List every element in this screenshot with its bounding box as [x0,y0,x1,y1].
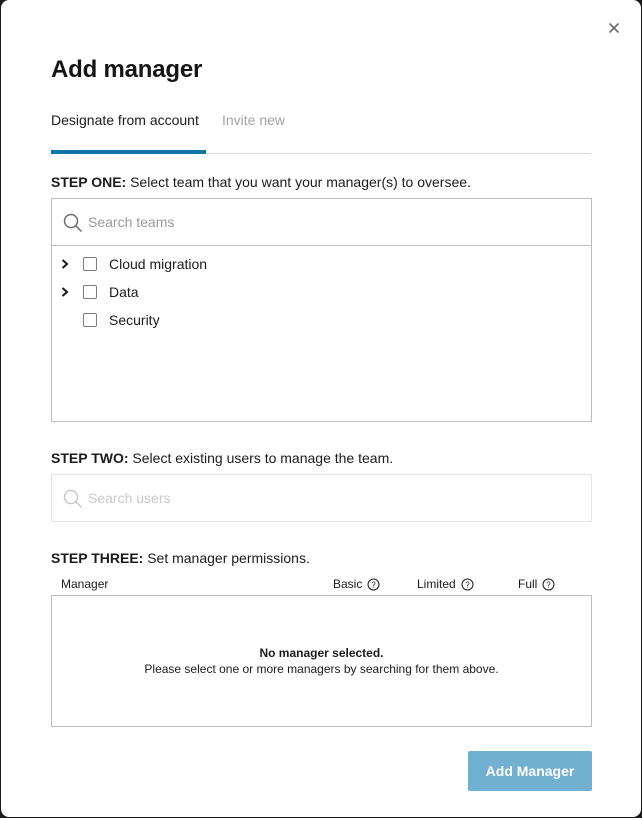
step-one-prefix: STEP ONE: [51,174,127,190]
close-icon [606,20,622,36]
close-button[interactable] [606,20,622,36]
team-item-cloud-migration [52,250,591,278]
team-label: Cloud migration [109,256,208,272]
add-manager-dialog [1,0,641,817]
checkbox[interactable] [83,285,97,299]
step-two-text: Select existing users to manage the team. [128,450,394,466]
column-label: Full [518,577,538,591]
column-label: Manager [61,577,109,591]
team-item-data [52,278,591,306]
svg-text:?: ? [464,579,470,589]
search-teams-input[interactable] [88,199,578,245]
step-two-prefix: STEP TWO: [51,450,129,466]
chevron-right-icon[interactable] [60,286,70,298]
search-icon [63,213,83,233]
team-label: Security [109,312,160,328]
team-item-security [52,306,591,334]
team-search [52,199,591,246]
checkbox[interactable] [83,313,97,327]
search-icon [63,489,83,509]
step-three-label [51,550,310,566]
help-icon[interactable] [461,578,474,591]
column-header-manager [61,577,108,591]
column-header-basic [333,577,380,591]
manager-permissions-table [51,595,592,727]
add-manager-button[interactable]: Add Manager [468,751,592,791]
tab-invite-new[interactable]: Invite new [222,112,286,128]
tab-designate-from-account[interactable]: Designate from account [51,112,206,153]
empty-state-description: Please select one or more managers by searching for them above. [144,662,499,676]
checkbox[interactable] [83,257,97,271]
chevron-right-icon[interactable] [60,258,70,270]
step-one-label [51,174,471,190]
svg-text:?: ? [371,579,377,589]
team-label: Data [109,284,139,300]
step-three-prefix: STEP THREE: [51,550,144,566]
step-three-text: Set manager permissions. [143,550,310,566]
dialog-title: Add manager [51,56,203,83]
help-icon[interactable] [367,578,380,591]
column-header-limited [417,577,474,591]
tab-bar [51,110,591,154]
search-users-input[interactable] [88,475,578,521]
column-label: Basic [333,577,363,591]
user-search [51,474,592,522]
column-header-full [518,577,555,591]
help-icon[interactable] [542,578,555,591]
step-two-label [51,450,393,466]
column-label: Limited [417,577,456,591]
svg-text:?: ? [546,579,552,589]
empty-state-title: No manager selected. [259,646,384,660]
step-one-text: Select team that you want your manager(s) to oversee. [126,174,471,190]
team-selector [51,198,592,422]
